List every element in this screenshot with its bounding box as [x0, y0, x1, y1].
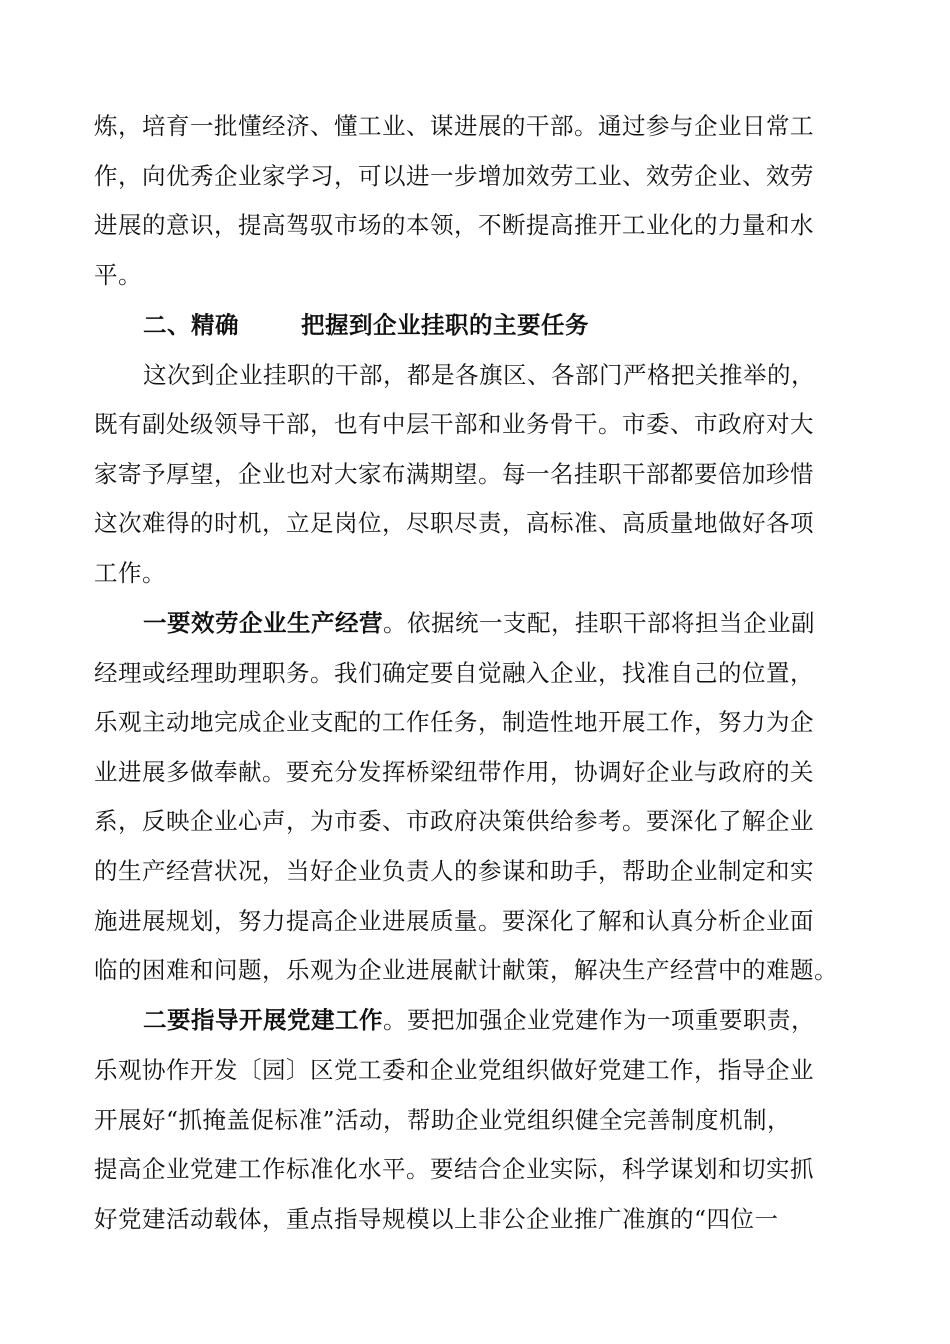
paragraph-1-line-3: 进展的意识，提高驾驭市场的本领，不断提高推开工业化的力量和水: [94, 211, 814, 239]
paragraph-3-line-2: 经理或经理助理职务。我们确定要自觉融入企业，找准自己的位置，: [94, 659, 814, 687]
paragraph-1-line-2: 作，向优秀企业家学习，可以进一步增加效劳工业、效劳企业、效劳: [94, 162, 814, 190]
paragraph-2-line-2: 既有副处级领导干部，也有中层干部和业务骨干。市委、市政府对大: [94, 410, 814, 438]
paragraph-4-line-5: 好党建活动载体，重点指导规模以上非公企业推广准旗的“四位一: [94, 1205, 779, 1233]
paragraph-2-line-4: 这次难得的时机，立足岗位，尽职尽责，高标准、高质量地做好各项: [94, 509, 814, 537]
paragraph-4-first-rest: 。要把加强企业党建作为一项重要职责，: [383, 1006, 815, 1034]
paragraph-1-line-1: 炼，培育一批懂经济、懂工业、谋进展的干部。通过参与企业日常工: [94, 112, 814, 140]
paragraph-4-lead: 二要指导开展党建工作: [143, 1006, 383, 1034]
paragraph-3-line-5: 系，反映企业心声，为市委、市政府决策供给参考。要深化了解企业: [94, 807, 814, 835]
paragraph-3-line-4: 业进展多做奉献。要充分发挥桥梁纽带作用，协调好企业与政府的关: [94, 758, 814, 786]
paragraph-3-line-7: 施进展规划，努力提高企业进展质量。要深化了解和认真分析企业面: [94, 907, 814, 935]
section-heading-number: 二、精确: [143, 311, 239, 339]
paragraph-2-line-3: 家寄予厚望，企业也对大家布满期望。每一名挂职干部都要倍加珍惜: [94, 460, 814, 488]
paragraph-4-line-1: [143, 995, 864, 1045]
paragraph-4-line-2: 乐观协作开发〔园〕区党工委和企业党组织做好党建工作，指导企业: [94, 1056, 814, 1084]
paragraph-3-line-3: 乐观主动地完成企业支配的工作任务，制造性地开展工作，努力为企: [94, 708, 814, 736]
paragraph-2-line-1: 这次到企业挂职的干部，都是各旗区、各部门严格把关推举的，: [143, 361, 815, 389]
paragraph-3-line-8: 临的困难和问题，乐观为企业进展献计献策，解决生产经营中的难题。: [94, 956, 838, 984]
section-heading-title: 把握到企业挂职的主要任务: [301, 311, 589, 339]
paragraph-3-first-rest: 。依据统一支配，挂职干部将担当企业副: [383, 609, 815, 637]
paragraph-4-line-4: 提高企业党建工作标准化水平。要结合企业实际，科学谋划和切实抓: [94, 1155, 814, 1183]
paragraph-3-line-1: [143, 598, 864, 648]
paragraph-3-lead: 一要效劳企业生产经营: [143, 609, 383, 637]
paragraph-2-line-5: 工作。: [94, 559, 166, 587]
section-heading: [143, 300, 864, 350]
paragraph-3-line-6: 的生产经营状况，当好企业负责人的参谋和助手，帮助企业制定和实: [94, 857, 814, 885]
paragraph-4-line-3: 开展好“抓掩盖促标准”活动，帮助企业党组织健全完善制度机制，: [94, 1106, 792, 1134]
paragraph-1-line-4: 平。: [94, 261, 142, 289]
